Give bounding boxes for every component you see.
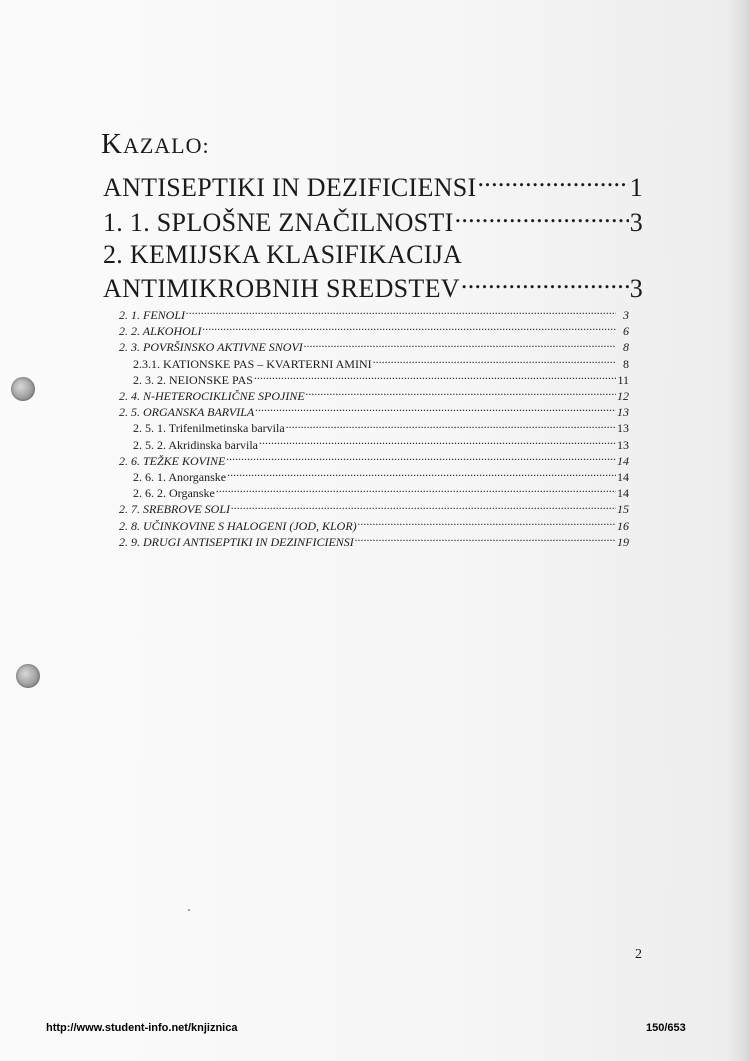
toc-leader-dots — [455, 205, 629, 231]
toc-entry[interactable] — [119, 485, 629, 501]
toc-entry-page: 3 — [629, 208, 643, 237]
toc-entry-label: ANTIMIKROBNIH SREDSTEV — [103, 274, 460, 303]
toc-entry-page: 15 — [617, 502, 629, 517]
toc-leader-dots — [355, 534, 616, 546]
toc-leader-dots — [227, 469, 616, 481]
toc-entry-label: 2. 3. 2. NEIONSKE PAS — [133, 372, 253, 387]
toc-entry-label: 2. 9. DRUGI ANTISEPTIKI IN DEZINFICIENSI — [119, 534, 354, 549]
toc-entry[interactable] — [119, 404, 629, 420]
toc-entry[interactable] — [119, 388, 629, 404]
footer-page-count: 150/653 — [646, 1022, 686, 1034]
toc-entry-label: 2. 6. 1. Anorganske — [133, 470, 227, 485]
toc-entry-page: 3 — [629, 274, 643, 303]
toc-entry-label: 2. 4. N-HETEROCIKLIČNE SPOJINE — [119, 389, 305, 404]
punch-hole — [16, 664, 40, 688]
toc-entry[interactable] — [119, 339, 629, 355]
toc-entry-page: 13 — [617, 437, 629, 452]
toc-leader-dots — [254, 372, 616, 384]
toc-entry[interactable] — [119, 420, 629, 436]
toc-leader-dots — [478, 170, 629, 196]
toc-entry-page: 19 — [617, 534, 629, 549]
toc-leader-dots — [461, 271, 629, 297]
toc-entry-page: 1 — [629, 173, 643, 202]
toc-entry-page: 13 — [617, 421, 629, 436]
toc-leader-dots — [202, 323, 616, 335]
toc-leader-dots — [231, 501, 616, 513]
toc-leader-dots — [358, 518, 616, 530]
toc-entry-label: 2. 5. 1. Trifenilmetinska barvila — [133, 421, 285, 436]
toc-entry[interactable] — [119, 356, 629, 372]
toc-entry[interactable] — [119, 501, 629, 517]
scan-speck — [188, 909, 190, 911]
toc-entry-page: 14 — [617, 453, 629, 468]
toc-entry-page: 8 — [623, 356, 629, 371]
toc-entry-label: 2. 2. ALKOHOLI — [119, 324, 202, 339]
toc-entry[interactable] — [119, 323, 629, 339]
toc-leader-dots — [259, 437, 616, 449]
toc-heading-initial: K — [101, 128, 123, 160]
toc-entry[interactable] — [103, 170, 643, 205]
table-of-contents — [103, 170, 643, 550]
toc-heading — [101, 128, 210, 161]
toc-entry-page: 13 — [617, 405, 629, 420]
toc-leader-dots — [216, 485, 616, 497]
toc-entry-label: 2. 5. 2. Akridinska barvila — [133, 437, 258, 452]
toc-entry-label: ANTISEPTIKI IN DEZIFICIENSI — [103, 173, 477, 202]
toc-entry[interactable] — [119, 437, 629, 453]
toc-entry-page: 11 — [617, 372, 629, 387]
toc-entry-label: 1. 1. SPLOŠNE ZNAČILNOSTI — [103, 208, 454, 237]
toc-entry-label: 2. 1. FENOLI — [119, 308, 185, 322]
toc-entry-label: 2. 6. TEŽKE KOVINE — [119, 453, 226, 468]
toc-entry-label: 2. 7. SREBROVE SOLI — [119, 502, 230, 517]
toc-entry-label: 2. 5. ORGANSKA BARVILA — [119, 405, 255, 420]
toc-entry[interactable] — [119, 534, 629, 550]
toc-entry-label: 2. KEMIJSKA KLASIFIKACIJA — [103, 240, 463, 269]
toc-heading-rest: AZALO: — [122, 133, 210, 158]
toc-entry[interactable] — [119, 453, 629, 469]
toc-entry[interactable] — [103, 205, 643, 239]
toc-entry[interactable] — [103, 239, 643, 271]
toc-subsections — [103, 307, 629, 550]
toc-leader-dots — [186, 307, 616, 319]
toc-entry[interactable] — [119, 372, 629, 388]
toc-entry[interactable] — [119, 307, 629, 323]
toc-entry-page: 6 — [623, 324, 629, 339]
toc-entry-label: 2. 8. UČINKOVINE S HALOGENI (JOD, KLOR) — [119, 518, 357, 533]
toc-entry-page: 14 — [617, 486, 629, 501]
toc-entry-page: 14 — [617, 470, 629, 485]
toc-entry-label: 2. 3. POVRŠINSKO AKTIVNE SNOVI — [119, 340, 303, 355]
toc-entry-label: 2.3.1. KATIONSKE PAS – KVARTERNI AMINI — [133, 356, 372, 371]
toc-entry-page: 3 — [623, 308, 629, 322]
punch-hole — [11, 377, 35, 401]
toc-entry[interactable] — [119, 469, 629, 485]
page-edge-shadow — [728, 0, 750, 1061]
toc-leader-dots — [306, 388, 616, 400]
toc-leader-dots — [304, 339, 616, 351]
toc-leader-dots — [373, 356, 616, 368]
toc-leader-dots — [255, 404, 616, 416]
toc-entry-page: 12 — [617, 389, 629, 404]
toc-leader-dots — [286, 420, 616, 432]
toc-entry[interactable] — [103, 271, 643, 305]
toc-entry[interactable] — [119, 518, 629, 534]
page-number: 2 — [635, 947, 642, 962]
toc-leader-dots — [226, 453, 616, 465]
toc-entry-page: 8 — [623, 340, 629, 355]
toc-entry-page: 16 — [617, 518, 629, 533]
toc-entry-label: 2. 6. 2. Organske — [133, 486, 215, 501]
footer-url-link[interactable]: http://www.student-info.net/knjiznica — [46, 1022, 238, 1034]
